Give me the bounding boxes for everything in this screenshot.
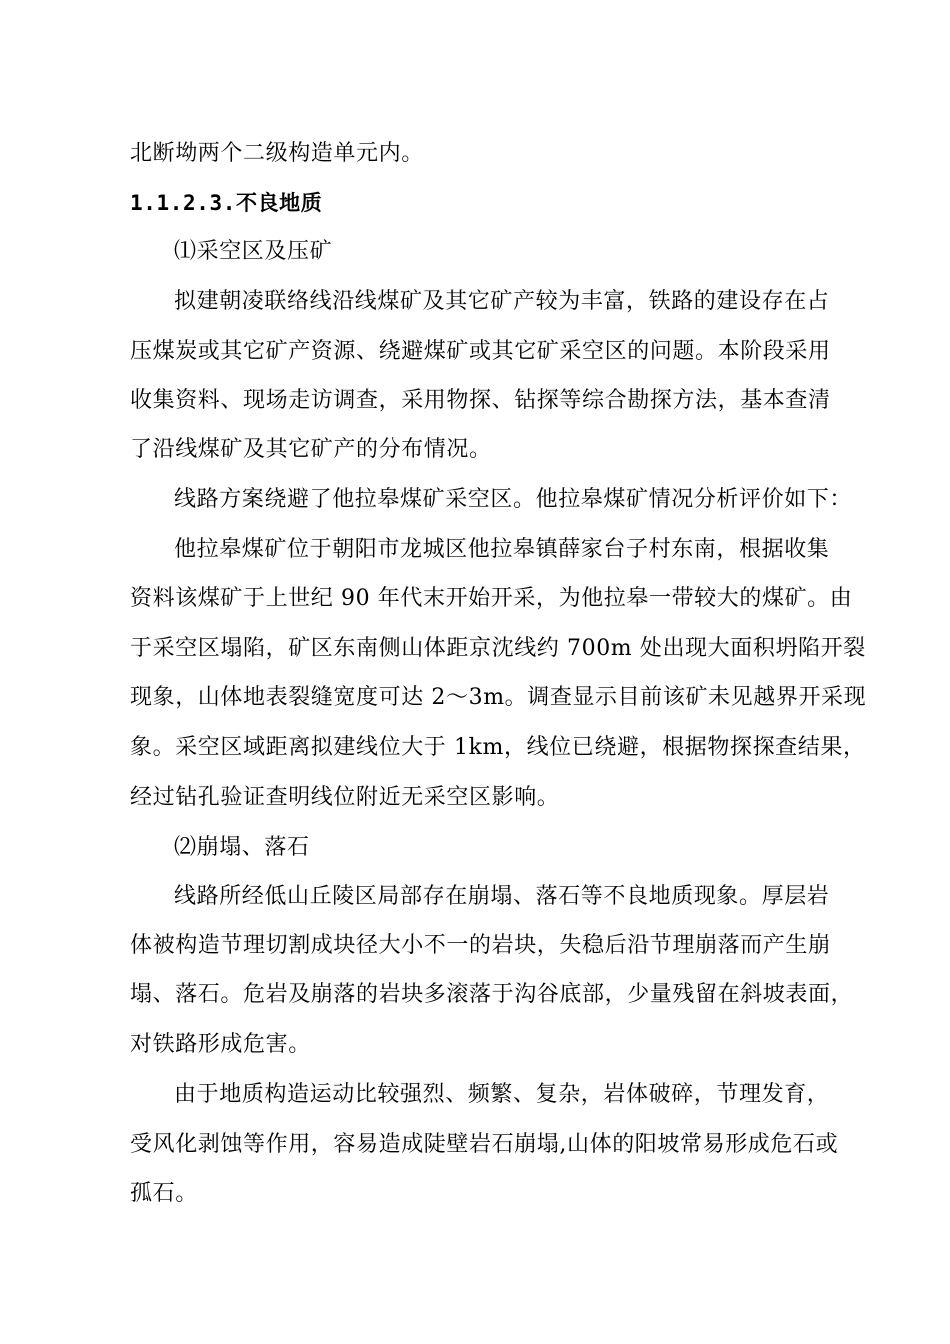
- paragraph-line: 体被构造节理切割成块径大小不一的岩块，失稳后沿节理崩落而产生崩: [130, 933, 831, 958]
- subsection-heading: ⑴采空区及压矿: [174, 239, 333, 264]
- paragraph-line: 塌、落石。危岩及崩落的岩块多滚落于沟谷底部，少量残留在斜坡表面，: [130, 982, 854, 1007]
- paragraph-line: 资料该煤矿于上世纪 90 年代末开始开采，为他拉皋一带较大的煤矿。由: [130, 586, 853, 611]
- paragraph-line: 他拉皋煤矿位于朝阳市龙城区他拉皋镇薛家台子村东南，根据收集: [174, 537, 830, 562]
- paragraph-line: 北断坳两个二级构造单元内。: [130, 141, 424, 166]
- subsection-heading: ⑵崩塌、落石: [174, 835, 310, 860]
- paragraph-line: 经过钻孔验证查明线位附近无采空区影响。: [130, 785, 560, 810]
- paragraph-line: 收集资料、现场走访调查，采用物探、钻探等综合勘探方法，基本查清: [130, 388, 831, 413]
- paragraph-line: 拟建朝凌联络线沿线煤矿及其它矿产较为丰富，铁路的建设存在占: [174, 289, 830, 314]
- paragraph-line: 象。采空区域距离拟建线位大于 1km，线位已绕避，根据物探探查结果，: [130, 735, 866, 760]
- paragraph-line: 线路所经低山丘陵区局部存在崩塌、落石等不良地质现象。厚层岩: [174, 884, 830, 909]
- paragraph-line: 孤石。: [130, 1181, 198, 1206]
- paragraph-line: 对铁路形成危害。: [130, 1032, 311, 1057]
- paragraph-line: 受风化剥蚀等作用，容易造成陡壁岩石崩塌,山体的阳坡常易形成危石或: [130, 1132, 839, 1157]
- paragraph-line: 线路方案绕避了他拉皋煤矿采空区。他拉皋煤矿情况分析评价如下：: [174, 487, 853, 512]
- paragraph-line: 了沿线煤矿及其它矿产的分布情况。: [130, 437, 492, 462]
- paragraph-line: 现象，山体地表裂缝宽度可达 2～3m。调查显示目前该矿未见越界开采现: [130, 685, 867, 710]
- paragraph-line: 于采空区塌陷，矿区东南侧山体距京沈线约 700m 处出现大面积坍陷开裂: [130, 636, 866, 661]
- paragraph-line: 压煤炭或其它矿产资源、绕避煤矿或其它矿采空区的问题。本阶段采用: [130, 339, 831, 364]
- section-heading: 1.1.2.3.不良地质: [130, 191, 323, 215]
- paragraph-line: 由于地质构造运动比较强烈、频繁、复杂，岩体破碎，节理发育，: [174, 1082, 830, 1107]
